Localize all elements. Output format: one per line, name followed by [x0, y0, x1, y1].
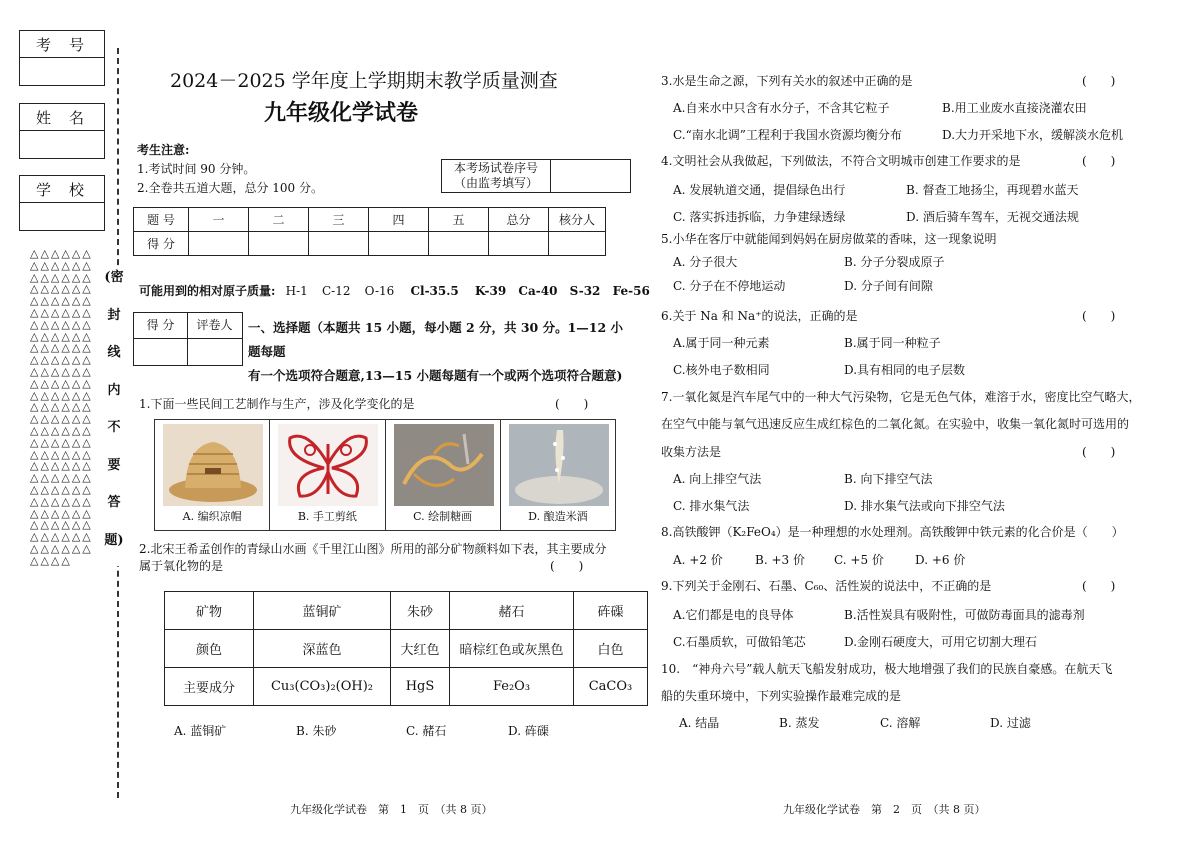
score-table — [133, 207, 606, 256]
mineral-table — [164, 591, 648, 706]
table-cell: 砗磲 — [574, 592, 648, 630]
atomic-mass-line — [139, 282, 650, 299]
table-cell: Cu₃(CO₃)₂(OH)₂ — [254, 668, 391, 706]
score-cell[interactable] — [189, 232, 249, 256]
table-cell: 朱砂 — [391, 592, 450, 630]
answer-paren[interactable]: ( ) — [1082, 309, 1116, 323]
triangle-pattern: △△△△△△△△△△△△△△△△△△△△△△△△△△△△△△△△△△△△△△△△△△△△△△△△△△△△△△△△△△△△△△△△△△△△△△△△△△△△△△△△△△△△△△△△△△△△△△△△△△△△△△△△△△△△△△△△△△△△△△△△△△△△△△△△△△△△△△△△△△△△△△△△△△△△△△△△△△△△△△△△ — [30, 247, 93, 567]
seal-char: 内 — [107, 382, 121, 398]
table-cell: 大红色 — [391, 630, 450, 668]
atomic-mass-item: Fe-56 — [612, 284, 650, 298]
answer-paren[interactable]: ( ) — [550, 559, 584, 573]
atomic-mass-item: S-32 — [569, 284, 601, 298]
section-score-box — [133, 312, 243, 366]
table-cell: CaCO₃ — [574, 668, 648, 706]
score-header: 一 — [189, 208, 249, 232]
section-heading-line: 有一个选项符合题意,13—15 小题每题有一个或两个选项符合题意) — [248, 368, 623, 383]
serial-label-cell — [442, 160, 551, 192]
section-heading-line: 一、选择题（本题共 15 小题，每小题 2 分，共 30 分。1—12 小题每题 — [248, 320, 624, 359]
section-score-field[interactable] — [134, 339, 188, 365]
score-header: 二 — [249, 208, 309, 232]
table-cell: 暗棕红色或灰黑色 — [450, 630, 574, 668]
q8-option-a[interactable]: A. +2 价 — [673, 553, 723, 567]
atomic-mass-item: H-1 — [285, 284, 308, 298]
table-row — [134, 232, 606, 256]
q9-option-c[interactable]: C.石墨质软，可做铅笔芯 — [673, 635, 806, 649]
atomic-mass-item: Cl-35.5 — [410, 284, 459, 298]
q5-option-d[interactable]: D. 分子间有间隙 — [844, 279, 933, 293]
straw-hat-image — [163, 424, 263, 506]
page-footer-1: 九年级化学试卷 第 1 页 （共 8 页） — [290, 803, 493, 816]
q9-option-d[interactable]: D.金刚石硬度大，可用它切割大理石 — [844, 635, 1038, 649]
q5-option-b[interactable]: B. 分子分裂成原子 — [844, 255, 945, 269]
grader-field[interactable] — [188, 339, 241, 365]
score-cell[interactable] — [309, 232, 369, 256]
q10-option-d[interactable]: D. 过滤 — [990, 716, 1031, 730]
question-10: 10. “神舟六号”载人航天飞船发射成功，极大地增强了我们的民族自豪感。在航天飞 — [661, 662, 1113, 676]
score-header: 四 — [369, 208, 429, 232]
q2-option-d[interactable]: D. 砗磲 — [508, 724, 549, 738]
note-item: 2.全卷共五道大题，总分 100 分。 — [137, 181, 323, 195]
q3-option-a[interactable]: A.自来水中只含有水分子，不含其它粒子 — [673, 101, 890, 115]
answer-paren[interactable]: ( ) — [555, 397, 589, 411]
q9-option-b[interactable]: B.活性炭具有吸附性，可做防毒面具的滤毒剂 — [844, 608, 1085, 622]
answer-paren[interactable]: ( ) — [1082, 579, 1116, 593]
school-box — [19, 175, 105, 231]
seal-char: 封 — [107, 307, 121, 323]
q10-option-c[interactable]: C. 溶解 — [880, 716, 921, 730]
atomic-mass-label: 可能用到的相对原子质量: — [139, 284, 276, 298]
score-header: 三 — [309, 208, 369, 232]
score-header: 题 号 — [134, 208, 189, 232]
q1-caption: D. 酿造米酒 — [528, 510, 588, 523]
question-7: 7.一氧化氮是汽车尾气中的一种大气污染物，它是无色气体，难溶于水，密度比空气略大， — [661, 390, 1141, 404]
q6-option-a[interactable]: A.属于同一种元素 — [673, 336, 770, 350]
q1-option-d[interactable] — [501, 420, 615, 530]
seal-text — [104, 266, 124, 566]
table-cell: Fe₂O₃ — [450, 668, 574, 706]
q4-option-a[interactable]: A. 发展轨道交通，提倡绿色出行 — [673, 183, 846, 197]
table-row — [134, 208, 606, 232]
serial-sublabel: （由监考填写） — [453, 176, 538, 190]
q4-option-b[interactable]: B. 督查工地扬尘，再现碧水蓝天 — [906, 183, 1079, 197]
q1-option-b[interactable] — [270, 420, 385, 530]
q10-option-a[interactable]: A. 结晶 — [679, 716, 720, 730]
q1-option-a[interactable] — [155, 420, 270, 530]
answer-paren[interactable]: ( ) — [1082, 74, 1116, 88]
atomic-mass-item: Ca-40 — [518, 284, 558, 298]
exam-number-label: 考号 — [20, 31, 104, 58]
seal-char: 要 — [107, 457, 121, 473]
q7-option-d[interactable]: D. 排水集气法或向下排空气法 — [844, 499, 1005, 513]
question-1: 1.下面一些民间工艺制作与生产，涉及化学变化的是 — [139, 397, 415, 411]
seal-char: 题) — [104, 532, 124, 548]
score-label: 得 分 — [134, 313, 188, 338]
answer-paren[interactable]: ( ) — [1082, 154, 1116, 168]
seal-char: 线 — [107, 345, 121, 360]
seal-char: (密 — [104, 270, 124, 285]
table-cell: 白色 — [574, 630, 648, 668]
serial-field[interactable] — [551, 160, 630, 192]
score-header: 五 — [429, 208, 489, 232]
score-header: 总分 — [489, 208, 549, 232]
q10-option-b[interactable]: B. 蒸发 — [779, 716, 820, 730]
section-heading — [248, 316, 628, 388]
q6-option-d[interactable]: D.具有相同的电子层数 — [844, 363, 966, 377]
question-9: 9.下列关于金刚石、石墨、C₆₀、活性炭的说法中，不正确的是 — [661, 579, 992, 593]
atomic-mass-item: O-16 — [364, 284, 395, 298]
notes-heading: 考生注意: — [137, 143, 190, 157]
name-label: 姓名 — [20, 104, 104, 131]
question-10-cont: 船的失重环境中，下列实验操作最难完成的是 — [661, 689, 902, 703]
q8-option-b[interactable]: B. +3 价 — [755, 553, 805, 567]
question-7-cont: 收集方法是 — [661, 445, 722, 459]
q1-image-row — [154, 419, 616, 531]
page-footer-2: 九年级化学试卷 第 2 页 （共 8 页） — [783, 803, 986, 816]
name-field[interactable] — [20, 131, 104, 158]
q4-option-c[interactable]: C. 落实拆违拆临，力争建绿透绿 — [673, 210, 846, 224]
rice-wine-image — [509, 424, 609, 506]
q1-caption: B. 手工剪纸 — [297, 510, 357, 523]
question-6: 6.关于 Na 和 Na⁺的说法，正确的是 — [661, 309, 858, 323]
score-cell[interactable] — [549, 232, 606, 256]
question-7-cont: 在空气中能与氧气迅速反应生成红棕色的二氧化氮。在实验中，收集一氧化氮时可选用的 — [661, 417, 1130, 431]
q1-caption: C. 绘制糖画 — [413, 510, 473, 523]
exam-number-field[interactable] — [20, 58, 104, 85]
grader-label: 评卷人 — [196, 318, 233, 332]
note-item: 1.考试时间 90 分钟。 — [137, 162, 256, 176]
serial-label: 本考场试卷序号 — [453, 161, 538, 175]
q3-option-d[interactable]: D.大力开采地下水，缓解淡水危机 — [942, 128, 1124, 142]
school-field[interactable] — [20, 203, 104, 230]
score-row-label: 得 分 — [134, 232, 189, 256]
table-cell: 蓝铜矿 — [254, 592, 391, 630]
q8-option-c[interactable]: C. +5 价 — [834, 553, 884, 567]
q2-option-c[interactable]: C. 赭石 — [406, 724, 447, 738]
q3-option-b[interactable]: B.用工业废水直接浇灌农田 — [942, 101, 1087, 115]
exam-subtitle: 九年级化学试卷 — [264, 100, 419, 126]
q7-option-c[interactable]: C. 排水集气法 — [673, 499, 750, 513]
q8-option-d[interactable]: D. +6 价 — [915, 553, 966, 567]
exam-number-box — [19, 30, 105, 86]
q7-option-a[interactable]: A. 向上排空气法 — [673, 472, 762, 486]
score-cell[interactable] — [369, 232, 429, 256]
q9-option-a[interactable]: A.它们都是电的良导体 — [673, 608, 794, 622]
seal-char: 不 — [107, 420, 121, 435]
question-2: 2.北宋王希孟创作的青绿山水画《千里江山图》所用的部分矿物颜料如下表，其主要成分 — [139, 542, 607, 556]
table-cell: 赭石 — [450, 592, 574, 630]
q1-caption: A. 编织凉帽 — [182, 510, 242, 523]
score-header: 核分人 — [549, 208, 606, 232]
question-8: 8.高铁酸钾（K₂FeO₄）是一种理想的水处理剂。高铁酸钾中铁元素的化合价是（ ） — [661, 525, 1124, 539]
sugar-painting-image — [394, 424, 494, 506]
paper-cut-butterfly-image — [278, 424, 378, 506]
table-row — [165, 630, 648, 668]
q5-option-a[interactable]: A. 分子很大 — [673, 255, 738, 269]
question-5: 5.小华在客厅中就能闻到妈妈在厨房做菜的香味，这一现象说明 — [661, 232, 997, 246]
q7-option-b[interactable]: B. 向下排空气法 — [844, 472, 933, 486]
atomic-mass-item: K-39 — [474, 284, 507, 298]
table-cell: HgS — [391, 668, 450, 706]
question-2-cont: 属于氧化物的是 — [139, 559, 224, 573]
table-cell: 主要成分 — [165, 668, 254, 706]
q2-option-b[interactable]: B. 朱砂 — [296, 724, 337, 738]
q4-option-d[interactable]: D. 酒后骑车驾车，无视交通法规 — [906, 210, 1079, 224]
table-cell: 深蓝色 — [254, 630, 391, 668]
table-row — [165, 668, 648, 706]
table-cell: 颜色 — [165, 630, 254, 668]
q2-option-a[interactable]: A. 蓝铜矿 — [174, 724, 227, 738]
serial-box — [441, 159, 631, 193]
q6-option-b[interactable]: B.属于同一种粒子 — [844, 336, 941, 350]
school-label: 学校 — [20, 176, 104, 203]
q3-option-c[interactable]: C.“南水北调”工程利于我国水资源均衡分布 — [673, 128, 902, 142]
q6-option-c[interactable]: C.核外电子数相同 — [673, 363, 770, 377]
answer-paren[interactable]: ( ) — [1082, 445, 1116, 459]
score-cell[interactable] — [429, 232, 489, 256]
q1-option-c[interactable] — [386, 420, 501, 530]
question-3: 3.水是生命之源，下列有关水的叙述中正确的是 — [661, 74, 913, 88]
q5-option-c[interactable]: C. 分子在不停地运动 — [673, 279, 786, 293]
table-row — [165, 592, 648, 630]
question-4: 4.文明社会从我做起，下列做法，不符合文明城市创建工作要求的是 — [661, 154, 1021, 168]
score-cell[interactable] — [489, 232, 549, 256]
score-cell[interactable] — [249, 232, 309, 256]
name-box — [19, 103, 105, 159]
table-cell: 矿物 — [165, 592, 254, 630]
atomic-mass-item: C-12 — [321, 284, 351, 298]
seal-char: 答 — [107, 495, 121, 510]
exam-title: 2024－2025 学年度上学期期末教学质量测查 — [170, 70, 558, 92]
